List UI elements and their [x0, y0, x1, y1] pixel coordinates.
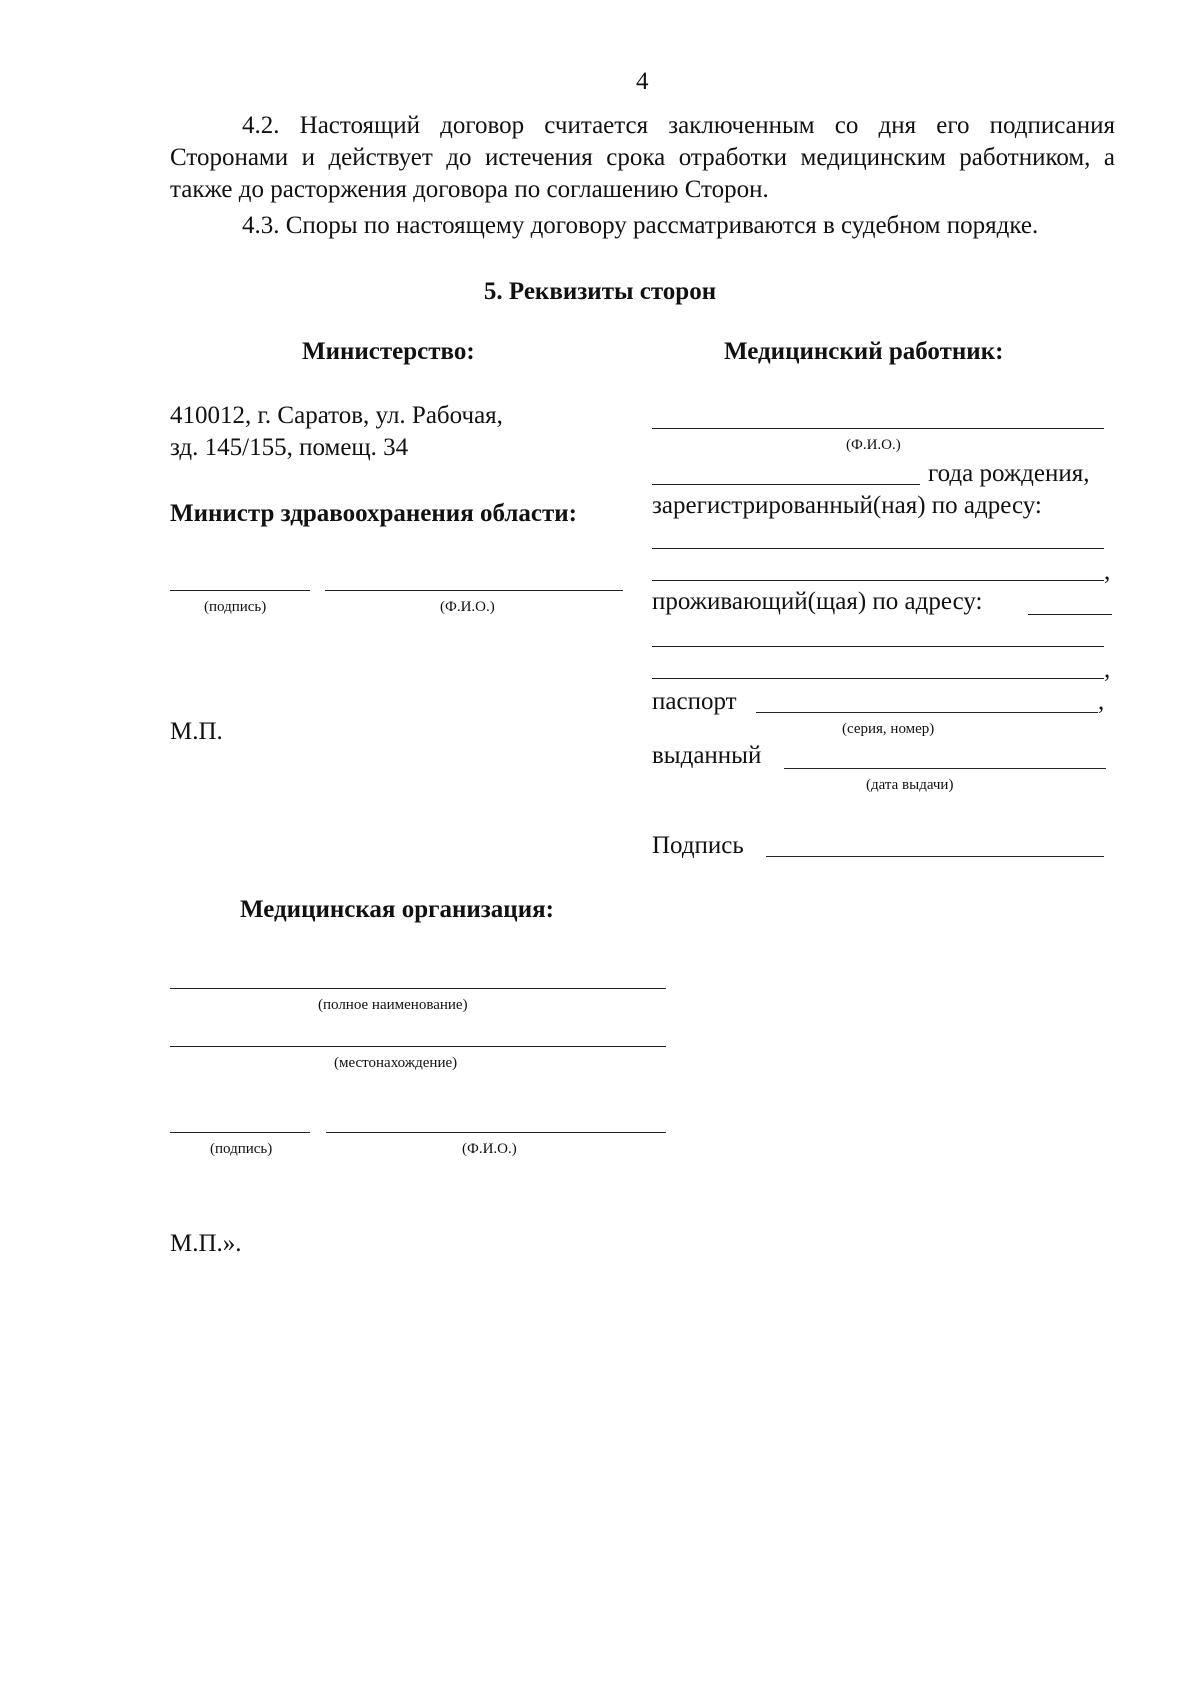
- worker-signature-line: [766, 856, 1104, 857]
- residing-label: проживающий(щая) по адресу:: [652, 588, 983, 615]
- passport-caption: (серия, номер): [842, 721, 935, 737]
- worker-fio-line: [652, 428, 1104, 429]
- minister-fio-line: [325, 590, 623, 591]
- org-location-line: [170, 1046, 666, 1047]
- registered-address-line-2: [652, 580, 1104, 581]
- residing-address-line-1: [652, 646, 1104, 647]
- ministry-address-line1: 410012, г. Саратов, ул. Рабочая,: [170, 402, 503, 429]
- paragraph-4-3: 4.3. Споры по настоящему договору рассматриваются в судебном порядке.: [242, 212, 1039, 239]
- medical-org-stamp: М.П.».: [170, 1230, 242, 1257]
- minister-fio-caption: (Ф.И.О.): [440, 599, 495, 615]
- registered-address-line-1: [652, 548, 1104, 549]
- minister-signature-line: [170, 590, 310, 591]
- registered-label: зарегистрированный(ная) по адресу:: [652, 492, 1042, 519]
- worker-fio-caption: (Ф.И.О.): [846, 437, 901, 453]
- paragraph-4-2: [170, 110, 1115, 206]
- birth-year-line: [652, 484, 920, 485]
- worker-signature-label: Подпись: [652, 832, 744, 859]
- org-full-name-caption: (полное наименование): [318, 997, 468, 1013]
- registered-address-comma: ,: [1104, 558, 1111, 585]
- minister-label: Министр здравоохранения области:: [170, 500, 577, 527]
- issued-line: [784, 768, 1106, 769]
- paragraph-4-2-text: 4.2. Настоящий договор считается заключенным со дня его подписания Сторонами и действует до истечения срока отработки медицинским работником, а также до расторжения договора по соглашению Сторон.: [170, 112, 1115, 203]
- page-number: 4: [636, 68, 649, 95]
- org-full-name-line: [170, 988, 666, 989]
- org-fio-line: [326, 1132, 666, 1133]
- minister-signature-caption: (подпись): [204, 599, 267, 615]
- residing-address-line-2: [652, 678, 1104, 679]
- issued-caption: (дата выдачи): [866, 777, 954, 793]
- worker-heading: Медицинский работник:: [724, 338, 1004, 365]
- issued-label: выданный: [652, 742, 762, 769]
- org-signature-caption: (подпись): [210, 1141, 273, 1157]
- section-title: 5. Реквизиты сторон: [483, 278, 717, 305]
- org-location-caption: (местонахождение): [334, 1055, 458, 1071]
- passport-comma: ,: [1098, 688, 1105, 715]
- ministry-stamp: М.П.: [170, 718, 223, 745]
- birth-year-label: года рождения,: [928, 460, 1090, 487]
- ministry-heading: Министерство:: [302, 338, 475, 365]
- residing-address-comma: ,: [1104, 656, 1111, 683]
- passport-label: паспорт: [652, 688, 737, 715]
- passport-line: [756, 712, 1098, 713]
- residing-address-line-0: [1028, 614, 1112, 615]
- ministry-address-line2: зд. 145/155, помещ. 34: [170, 434, 409, 461]
- org-signature-line: [170, 1132, 310, 1133]
- medical-org-heading: Медицинская организация:: [240, 896, 554, 923]
- org-fio-caption: (Ф.И.О.): [462, 1141, 517, 1157]
